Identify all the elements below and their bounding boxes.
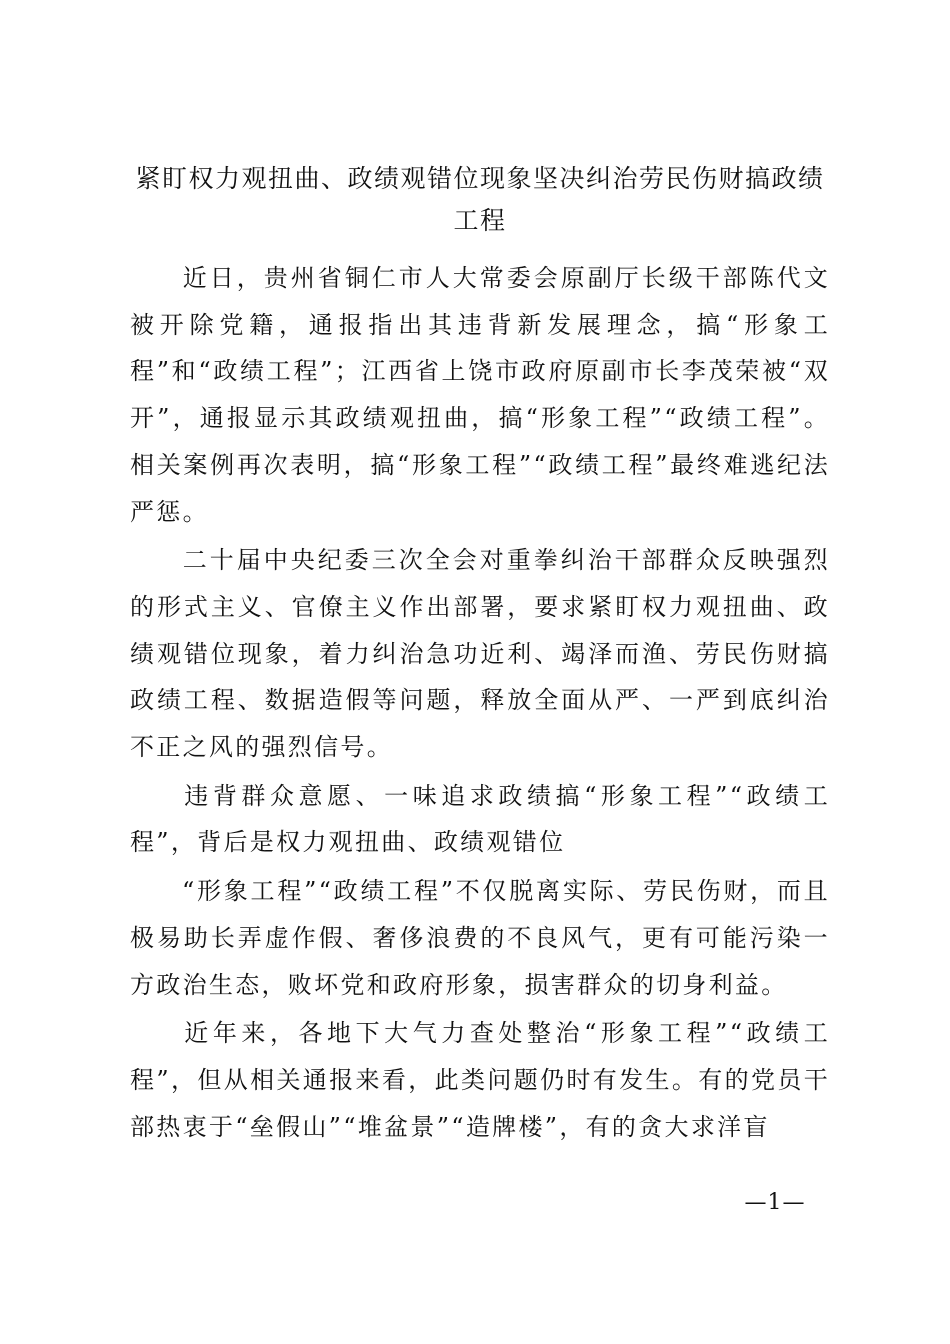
paragraph-text: 近日，贵州省铜仁市人大常委会原副厅长级干部陈代文被开除党籍，通报指出其违背新发展理念，搞“形象工程”和“政绩工程”；江西省上饶市政府原副市长李茂荣被“双开”，通报显示其政绩观扭曲，搞“形象工程”“政绩工程”。相关案例再次表明，搞“形象工程”“政绩工程”最终难逃纪法严惩。 [130, 264, 830, 526]
paragraph-text: “形象工程”“政绩工程”不仅脱离实际、劳民伤财，而且极易助长弄虚作假、奢侈浪费的不良风气，更有可能污染一方政治生态，败坏党和政府形象，损害群众的切身利益。 [130, 877, 830, 999]
paragraph-text: 近年来，各地下大气力查处整治“形象工程”“政绩工程”，但从相关通报来看，此类问题仍时有发生。有的党员干部热衷于“垒假山”“堆盆景”“造牌楼”，有的贪大求洋盲 [130, 1019, 830, 1141]
paragraph-text: 违背群众意愿、一味追求政绩搞“形象工程”“政绩工程”，背后是权力观扭曲、政绩观错位 [130, 781, 830, 857]
document-title: 紧盯权力观扭曲、政绩观错位现象坚决纠治劳民伤财搞政绩工程 [135, 164, 825, 235]
paragraph-text: 二十届中央纪委三次全会对重拳纠治干部群众反映强烈的形式主义、官僚主义作出部署，要求紧盯权力观扭曲、政绩观错位现象，着力纠治急功近利、竭泽而渔、劳民伤财搞政绩工程、数据造假等问题，释放全面从严、一严到底纠治不正之风的强烈信号。 [130, 546, 830, 762]
paragraph [130, 537, 830, 771]
page-number: —1— [744, 1190, 806, 1215]
paragraph [130, 773, 830, 866]
paragraph [130, 255, 830, 535]
document-body [130, 255, 830, 1152]
paragraph [130, 868, 830, 1008]
paragraph [130, 1010, 830, 1150]
